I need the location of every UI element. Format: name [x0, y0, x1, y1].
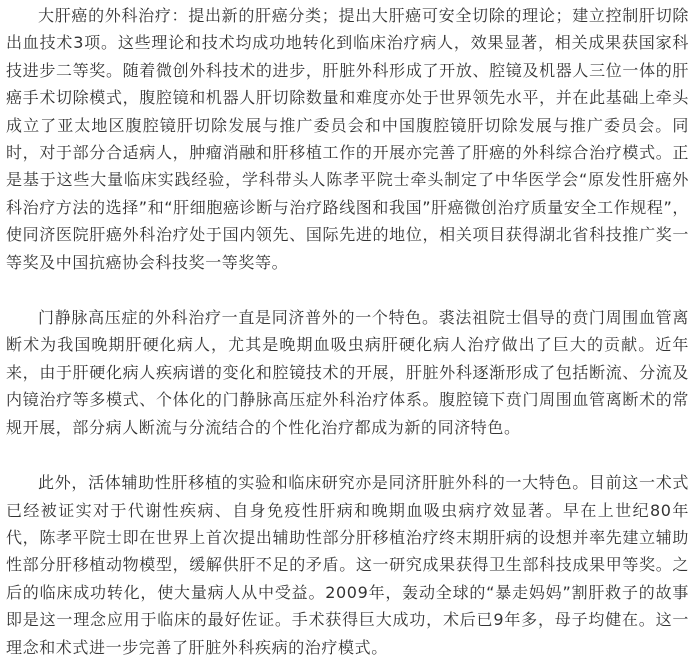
- paragraph-liver-cancer: 大肝癌的外科治疗：提出新的肝癌分类；提出大肝癌可安全切除的理论；建立控制肝切除出血技术3项。这些理论和技术均成功地转化到临床治疗病人，效果显著，相关成果获国家科技进步二等奖。随着微创外科技术的进步，肝脏外科形成了开放、腔镜及机器人三位一体的肝癌手术切除模式，腹腔镜和机器人肝切除数量和难度亦处于世界领先水平，并在此基础上牵头成立了亚太地区腹腔镜肝切除发展与推广委员会和中国腹腔镜肝切除发展与推广委员会。同时，对于部分合适病人，肿瘤消融和肝移植工作的开展亦完善了肝癌的外科综合治疗模式。正是基于这些大量临床实践经验，学科带头人陈孝平院士牵头制定了中华医学会“原发性肝癌外科治疗方法的选择”和“肝细胞癌诊断与治疗路线图和我国”肝癌微创治疗质量安全工作规程”，使同济医院肝癌外科治疗处于国内领先、国际先进的地位，相关项目获得湖北省科技推广奖一等奖及中国抗癌协会科技奖一等奖等。: [6, 6, 689, 272]
- paragraph-spacer: [6, 276, 689, 304]
- paragraph-liver-transplant: 此外，活体辅助性肝移植的实验和临床研究亦是同济肝脏外科的一大特色。目前这一术式已经被证实对于代谢性疾病、自身免疫性肝病和晚期血吸虫病疗效显著。早在上世纪80年代，陈孝平院士即在世界上首次提出辅助性部分肝移植治疗终末期肝病的设想并率先建立辅助性部分肝移植动物模型，缓解供肝不足的矛盾。这一研究成果获得卫生部科技成果甲等奖。之后的临床成功转化，使大量病人从中受益。2009年，轰动全球的“暴走妈妈”割肝救子的故事即是这一理念应用于临床的最好佐证。手术获得巨大成功，术后已9年多，母子均健在。这一理念和术式进一步完善了肝脏外科疾病的治疗模式。: [6, 473, 689, 657]
- paragraph-portal-hypertension: 门静脉高压症的外科治疗一直是同济普外的一个特色。裘法祖院士倡导的贲门周围血管离断术为我国晚期肝硬化病人，尤其是晚期血吸虫病肝硬化病人治疗做出了巨大的贡献。近年来，由于肝硬化病人疾病谱的变化和腔镜技术的开展，肝脏外科逐渐形成了包括断流、分流及内镜治疗等多模式、个体化的门静脉高压症外科治疗体系。腹腔镜下贲门周围血管离断术的常规开展，部分病人断流与分流结合的个性化治疗都成为新的同济特色。: [6, 308, 689, 437]
- paragraph-spacer: [6, 441, 689, 469]
